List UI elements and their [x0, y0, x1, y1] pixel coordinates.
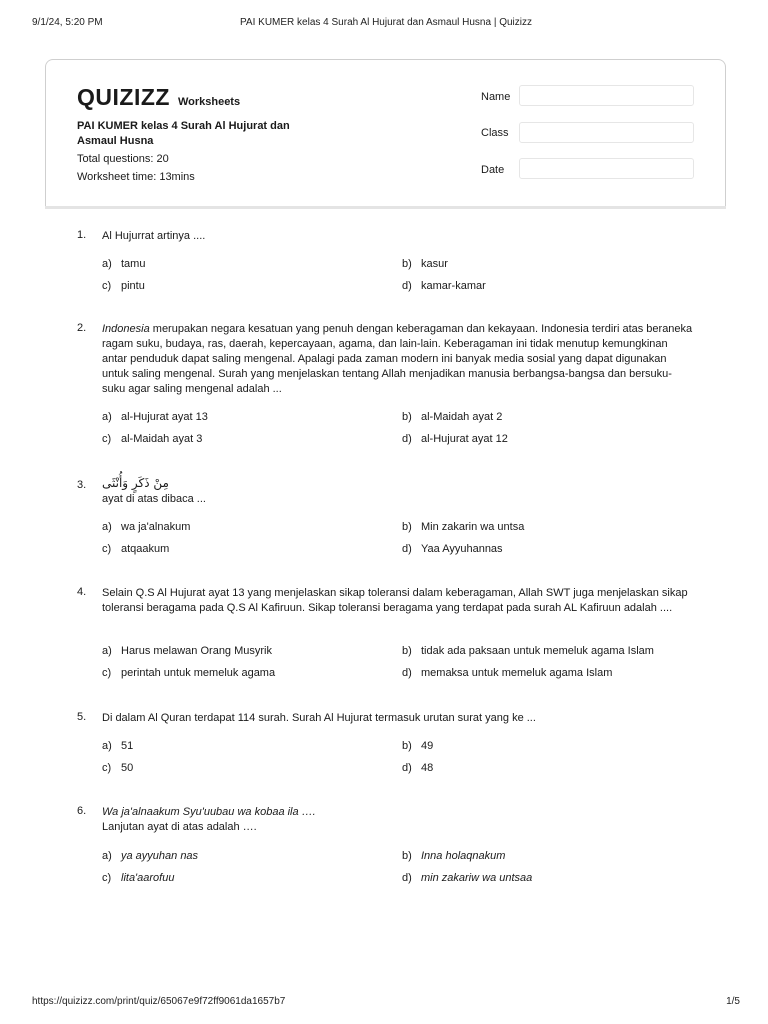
- option-d: d) kamar-kamar: [402, 280, 486, 292]
- question-number: 1.: [77, 229, 87, 241]
- quizizz-logo: QUIZIZZ: [77, 84, 170, 110]
- option-b: b) al-Maidah ayat 2: [402, 411, 503, 423]
- question-number: 6.: [77, 805, 87, 817]
- option-a: a) wa ja'alnakum: [102, 521, 191, 533]
- date-label: Date: [481, 164, 505, 176]
- option-c: c) pintu: [102, 280, 145, 292]
- option-b: b) tidak ada paksaan untuk memeluk agama Islam: [402, 645, 654, 657]
- option-b: b) Min zakarin wa untsa: [402, 521, 525, 533]
- print-datetime: 9/1/24, 5:20 PM: [32, 17, 103, 28]
- question-text: Wa ja'alnaakum Syu'uubau wa kobaa ila …. Lanjutan ayat di atas adalah ….: [102, 806, 316, 833]
- question-text: Selain Q.S Al Hujurat ayat 13 yang menjelaskan sikap toleransi dalam keberagaman, Allah SWT juga menjelaskan sikap toleransi beragama pada Q.S Al Kafiruun. Sikap toleransi beragama yang terdapat pada surah AL Kafiruun adalah ....: [102, 587, 688, 614]
- logo-row: [77, 84, 240, 111]
- class-field[interactable]: [519, 122, 694, 143]
- option-d: d) al-Hujurat ayat 12: [402, 433, 508, 445]
- date-field[interactable]: [519, 158, 694, 179]
- question-text: مِنْ ذَكَرٍ وَأُنْثَى ayat di atas dibaca ...: [102, 476, 206, 505]
- print-header: [32, 17, 740, 31]
- option-a: a) tamu: [102, 258, 146, 270]
- option-d: d) Yaa Ayyuhannas: [402, 543, 503, 555]
- page-number: 1/5: [726, 996, 740, 1007]
- option-c: c) lita'aarofuu: [102, 872, 175, 884]
- name-label: Name: [481, 91, 511, 103]
- print-url[interactable]: https://quizizz.com/print/quiz/65067e9f72ff9061da1657b7: [32, 996, 286, 1007]
- worksheet-time: Worksheet time: 13mins: [77, 171, 195, 183]
- question-number: 5.: [77, 711, 87, 723]
- question-number: 3.: [77, 479, 87, 491]
- option-a: a) al-Hujurat ayat 13: [102, 411, 208, 423]
- option-d: d) memaksa untuk memeluk agama Islam: [402, 667, 613, 679]
- class-label: Class: [481, 127, 509, 139]
- option-a: a) 51: [102, 740, 134, 752]
- option-b: b) 49: [402, 740, 434, 752]
- logo-subtitle: Worksheets: [177, 96, 241, 108]
- option-d: d) 48: [402, 762, 434, 774]
- option-c: c) perintah untuk memeluk agama: [102, 667, 276, 679]
- arabic-verse: مِنْ ذَكَرٍ وَأُنْثَى: [102, 476, 169, 490]
- worksheet-title: PAI KUMER kelas 4 Surah Al Hujurat dan Asmaul Husna: [77, 120, 290, 147]
- option-b: b) Inna holaqnakum: [402, 850, 506, 862]
- print-page-title: PAI KUMER kelas 4 Surah Al Hujurat dan Asmaul Husna | Quizizz: [240, 17, 532, 28]
- total-questions: Total questions: 20: [77, 153, 169, 165]
- option-c: c) atqaakum: [102, 543, 170, 555]
- option-a: a) ya ayyuhan nas: [102, 850, 199, 862]
- option-c: c) al-Maidah ayat 3: [102, 433, 203, 445]
- question-number: 2.: [77, 322, 87, 334]
- card-divider: [45, 206, 726, 209]
- option-b: b) kasur: [402, 258, 448, 270]
- name-field[interactable]: [519, 85, 694, 106]
- option-c: c) 50: [102, 762, 134, 774]
- option-d: d) min zakariw wa untsaa: [402, 872, 533, 884]
- question-text: Indonesia merupakan negara kesatuan yang penuh dengan keberagaman dan kekayaan. Indonesia terdiri atas beraneka ragam suku, budaya, ras, daerah, kepercayaan, agama, dan lain-lain. Keberagaman ini tidak menutup kemungkinan antar penduduk dapat saling mengenal. Apalagi pada zaman modern ini banyak media sosial yang dapat digunakan untuk saling mengenal. Surah yang menjelaskan tentang Allah menjadikan manusia berbangsa-bangsa dan bersuku-suku agar saling mengenal adalah ...: [102, 323, 693, 395]
- question-text: Al Hujurrat artinya ....: [102, 230, 206, 242]
- question-text: Di dalam Al Quran terdapat 114 surah. Surah Al Hujurat termasuk urutan surat yang ke ...: [102, 712, 536, 724]
- option-a: a) Harus melawan Orang Musyrik: [102, 645, 272, 657]
- worksheet-header-card: [45, 59, 726, 208]
- question-number: 4.: [77, 586, 87, 598]
